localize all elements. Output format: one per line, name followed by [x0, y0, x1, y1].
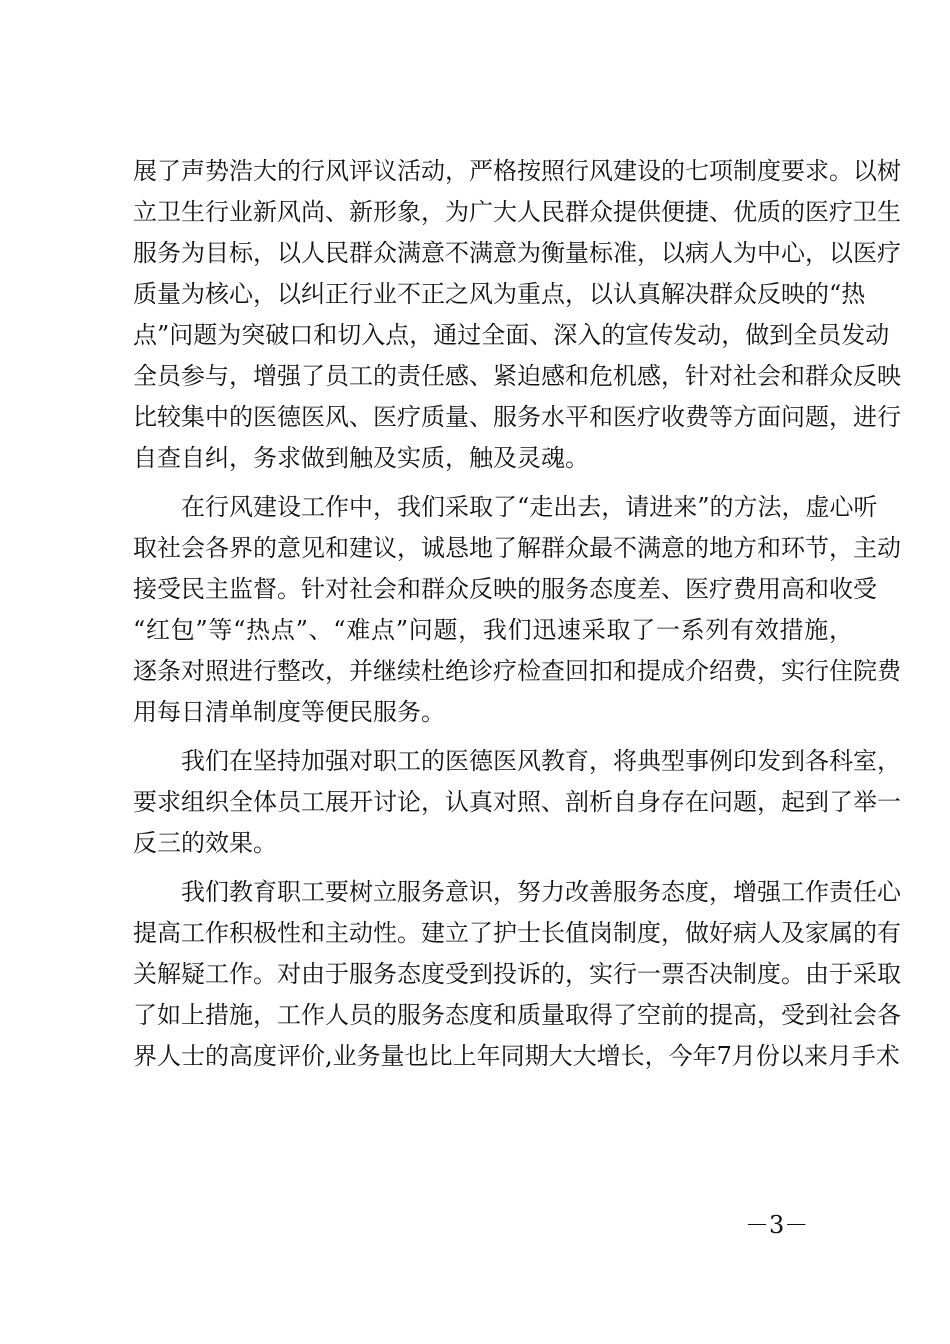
page-number: －3－: [745, 1211, 809, 1239]
text-line: 反三的效果。: [133, 829, 277, 857]
text-line: 全员参与，增强了员工的责任感、紧迫感和危机感，针对社会和群众反映: [133, 362, 901, 390]
text-line: 了如上措施，工作人员的服务态度和质量取得了空前的提高，受到社会各: [133, 1001, 901, 1029]
text-line: 在行风建设工作中，我们采取了“走出去，请进来”的方法，虚心听: [181, 493, 878, 521]
text-line: 要求组织全体员工展开讨论，认真对照、剖析自身存在问题，起到了举一: [133, 788, 901, 816]
text-line: 我们在坚持加强对职工的医德医风教育，将典型事例印发到各科室，: [181, 747, 901, 775]
text-line: “红包”等“热点”、“难点”问题，我们迅速采取了一系列有效措施，: [133, 616, 853, 644]
text-line: 点”问题为突破口和切入点，通过全面、深入的宣传发动，做到全员发动: [133, 321, 890, 349]
text-line: 我们教育职工要树立服务意识，努力改善服务态度，增强工作责任心: [181, 878, 901, 906]
text-line: 自查自纠，务求做到触及实质，触及灵魂。: [133, 444, 589, 472]
text-line: 逐条对照进行整改，并继续杜绝诊疗检查回扣和提成介绍费，实行住院费: [133, 657, 901, 685]
text-line: 关解疑工作。对由于服务态度受到投诉的，实行一票否决制度。由于采取: [133, 960, 901, 988]
text-line: 提高工作积极性和主动性。建立了护士长值岗制度，做好病人及家属的有: [133, 919, 901, 947]
body-text: [133, 151, 901, 1077]
text-line: 比较集中的医德医风、医疗质量、服务水平和医疗收费等方面问题，进行: [133, 403, 901, 431]
paragraph-4: [133, 872, 901, 1077]
paragraph-3: [133, 741, 901, 864]
text-line: 展了声势浩大的行风评议活动，严格按照行风建设的七项制度要求。以树: [133, 157, 901, 185]
text-line: 用每日清单制度等便民服务。: [133, 698, 445, 726]
paragraph-2: [133, 487, 901, 733]
text-line: 界人士的高度评价,业务量也比上年同期大大增长，今年7月份以来月手术: [133, 1042, 900, 1070]
text-line: 立卫生行业新风尚、新形象，为广大人民群众提供便捷、优质的医疗卫生: [133, 198, 901, 226]
text-line: 质量为核心，以纠正行业不正之风为重点，以认真解决群众反映的“热: [133, 280, 866, 308]
paragraph-1: [133, 151, 901, 479]
text-line: 服务为目标，以人民群众满意不满意为衡量标准，以病人为中心，以医疗: [133, 239, 901, 267]
text-line: 取社会各界的意见和建议，诚恳地了解群众最不满意的地方和环节，主动: [133, 534, 901, 562]
text-line: 接受民主监督。针对社会和群众反映的服务态度差、医疗费用高和收受: [133, 575, 877, 603]
